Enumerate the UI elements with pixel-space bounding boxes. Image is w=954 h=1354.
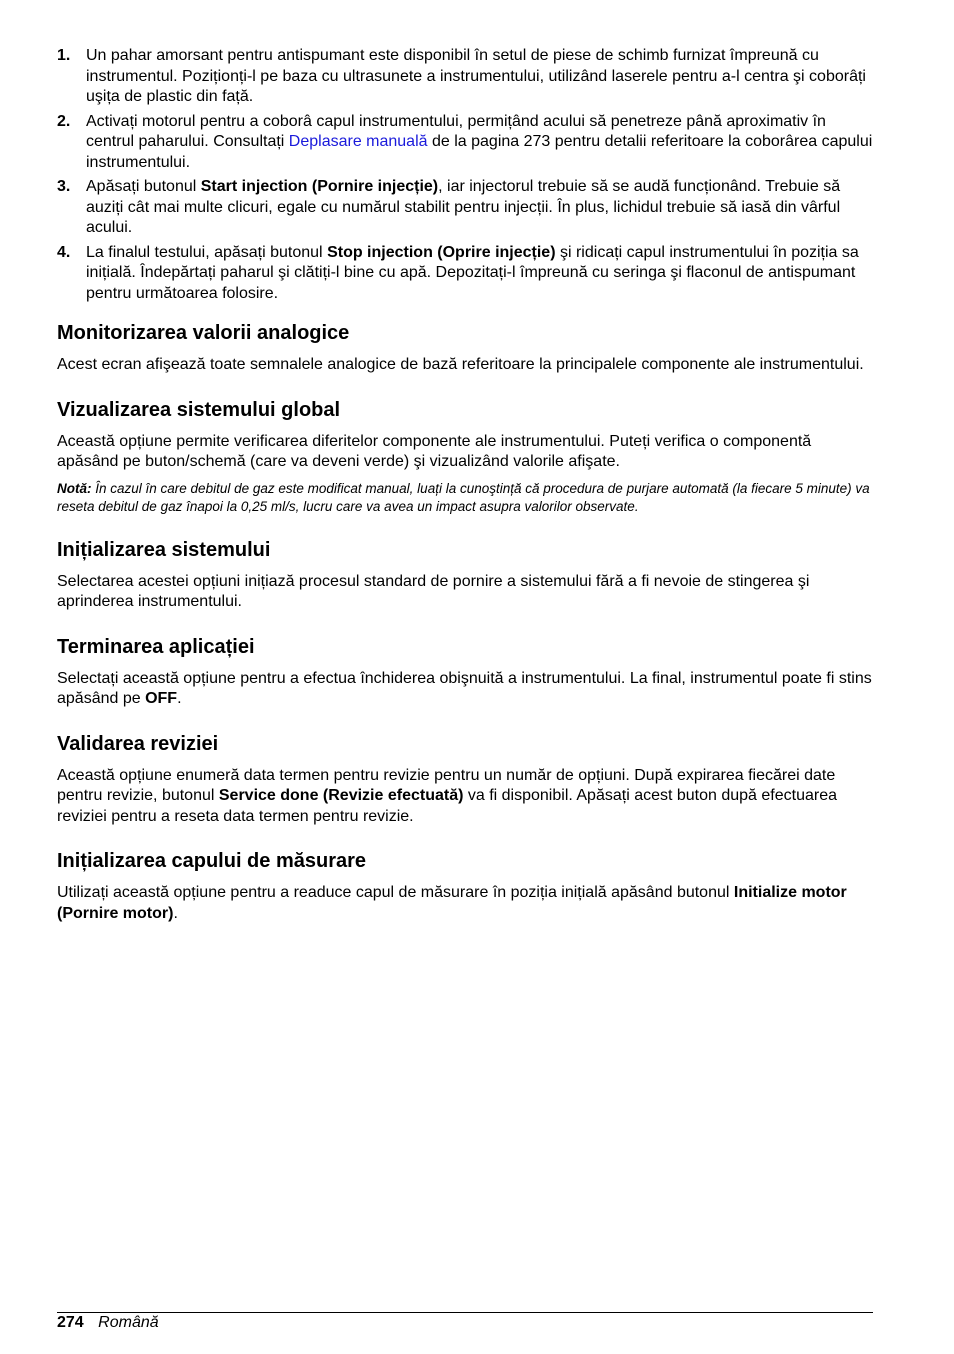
step-text: Apăsați butonul xyxy=(86,178,201,195)
deplasare-manuala-link[interactable]: Deplasare manuală xyxy=(288,133,428,150)
step-3 xyxy=(57,177,873,239)
body-text: Această opțiune enumeră data termen pentru revizie pentru un număr de opțiuni. După expirarea fiecărei date pentru revizie, butonul xyxy=(57,766,836,804)
section-title-analog: Monitorizarea valorii analogice xyxy=(57,322,350,344)
page-footer xyxy=(57,1313,159,1333)
footer-divider xyxy=(57,1312,873,1313)
body-text: . xyxy=(177,690,182,707)
section-title-global: Vizualizarea sistemului global xyxy=(57,398,341,421)
initialize-motor-label: Initialize motor (Pornire motor) xyxy=(57,884,847,922)
note xyxy=(57,480,873,516)
note-label: Notă: xyxy=(57,480,92,496)
section-body-init: Selectarea acestei opțiuni inițiază procesul standard de pornire a sistemului fără a fi nevoie de stingerea şi aprinderea instrumentului. xyxy=(57,572,810,610)
start-injection-label: Start injection (Pornire injecție) xyxy=(200,178,439,195)
section-body-terminate xyxy=(57,669,873,710)
section-title-head: Inițializarea capului de măsurare xyxy=(57,850,367,872)
section-body-head xyxy=(57,883,873,924)
body-text: va fi disponibil. Apăsați acest buton după efectuarea reviziei pentru a reseta data termen pentru revizie. xyxy=(57,787,838,825)
step-text: de la pagina 273 pentru detalii referitoare la coborârea capului instrumentului. xyxy=(86,133,873,171)
section-body-analog: Acest ecran afişează toate semnalele analogice de bază referitoare la principalele componente ale instrumentului. xyxy=(57,356,864,373)
step-text: Un pahar amorsant pentru antispumant este disponibil în setul de piese de schimb furnizat împreună cu instrumentul. Poziționți-l pe baza cu ultrasunete a instrumentului, utilizând laserele pentru a-l centra şi coborâți uşița de plastic din față. xyxy=(86,47,866,105)
service-done-label: Service done (Revizie efectuată) xyxy=(218,787,464,804)
section-body-global: Această opțiune permite verificarea diferitelor componente ale instrumentului. Puteți verifica o componentă apăsând pe buton/schemă (care va deveni verde) şi vizualizând valorile afişate. xyxy=(57,432,812,470)
step-number: 2. xyxy=(57,112,71,130)
footer-language: Română xyxy=(98,1314,159,1331)
stop-injection-label: Stop injection (Oprire injecție) xyxy=(327,243,556,261)
section-body-revision xyxy=(57,766,873,828)
off-label: OFF xyxy=(145,690,178,707)
section-title-terminate: Terminarea aplicației xyxy=(57,635,255,658)
step-number: 4. xyxy=(57,243,71,261)
page-content xyxy=(57,46,873,924)
step-number: 3. xyxy=(57,178,71,195)
step-number: 1. xyxy=(57,47,71,64)
body-text: Utilizați această opțiune pentru a readuce capul de măsurare în poziția inițială apăsând butonul xyxy=(57,884,734,901)
body-text: . xyxy=(173,904,178,922)
note-text: În cazul în care debitul de gaz este modificat manual, luați la cunoştință că procedura de purjare automată (la fiecare 5 minute) va reseta debitul de gaz înapoi la 0,25 ml/s, lucru care va avea un impact asupra valorilor observate. xyxy=(57,480,870,514)
procedure-steps xyxy=(57,46,873,304)
step-2 xyxy=(57,112,873,174)
step-1 xyxy=(57,46,873,108)
body-text: Selectați această opțiune pentru a efectua închiderea obişnuită a instrumentului. La final, instrumentul poate fi stins apăsând pe xyxy=(57,669,872,707)
step-text: şi ridicați capul instrumentului în poziția sa inițială. Îndepărtați paharul şi clătiți-l bine cu apă. Depozitați-l împreună cu seringa şi flaconul de antispumant pentru următoarea folosire. xyxy=(86,243,859,302)
step-text: Activați motorul pentru a coborâ capul instrumentului, permițând acului să penetreze până aproximativ în centrul paharului. Consultați xyxy=(86,112,826,150)
step-text: La finalul testului, apăsați butonul xyxy=(86,243,328,261)
page-number: 274 xyxy=(57,1314,84,1331)
step-text: , iar injectorul trebuie să se audă funcționând. Trebuie să auziți cât mai multe clicuri, egale cu numărul stabilit pentru injecții. În plus, lichidul trebuie să iasă din vârful acului. xyxy=(86,178,841,236)
section-title-revision: Validarea reviziei xyxy=(57,732,219,755)
step-4 xyxy=(57,243,873,305)
section-title-init: Inițializarea sistemului xyxy=(57,538,271,561)
